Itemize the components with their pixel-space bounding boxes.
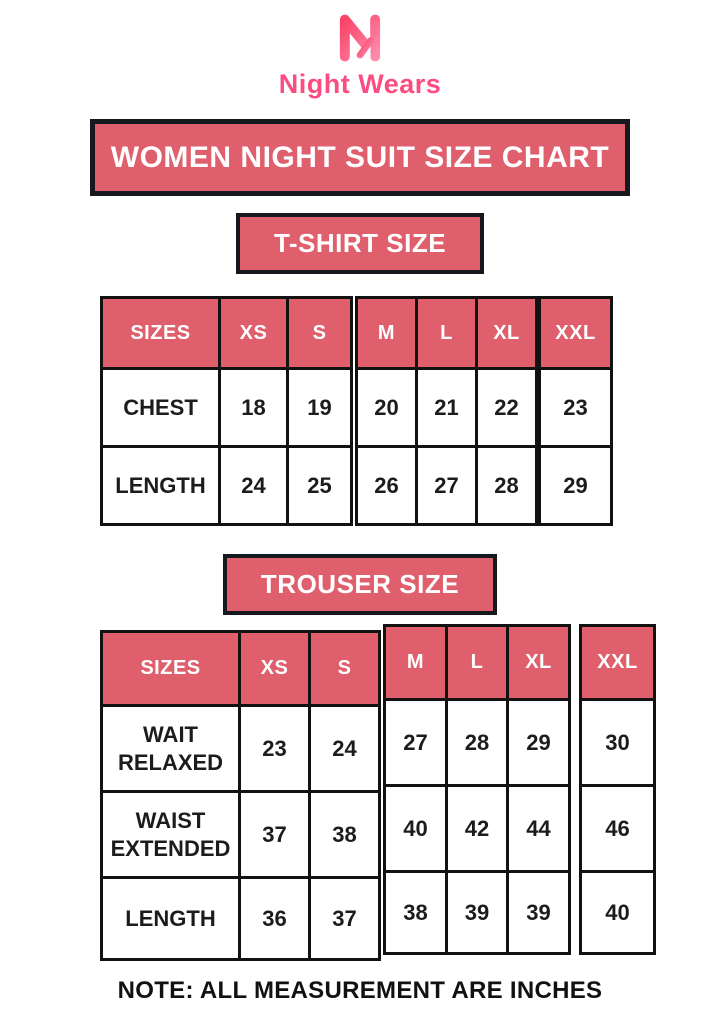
value-cell: 29 xyxy=(508,700,570,786)
header-cell-xs: XS xyxy=(220,298,288,369)
value-cell: 38 xyxy=(310,792,380,878)
n-monogram-icon xyxy=(324,9,396,67)
value-cell: 39 xyxy=(447,872,508,954)
value-cell: 22 xyxy=(477,369,537,447)
value-cell: 46 xyxy=(581,786,655,872)
value-cell: 29 xyxy=(540,447,612,525)
brand-logo xyxy=(0,0,720,100)
brand-name: Night Wears xyxy=(278,69,442,99)
header-cell-s: S xyxy=(288,298,352,369)
tshirt-table-middle xyxy=(355,296,538,526)
value-cell: 21 xyxy=(417,369,477,447)
tshirt-size-table xyxy=(100,296,720,526)
value-cell: 23 xyxy=(240,706,310,792)
header-cell-l: L xyxy=(417,298,477,369)
value-cell: 18 xyxy=(220,369,288,447)
header-cell-xs: XS xyxy=(240,632,310,706)
main-title: WOMEN NIGHT SUIT SIZE CHART xyxy=(110,140,610,174)
value-cell: 39 xyxy=(508,872,570,954)
tshirt-section-banner xyxy=(236,213,484,274)
header-cell-xxl: XXL xyxy=(581,626,655,700)
value-cell: 23 xyxy=(540,369,612,447)
header-cell-m: M xyxy=(385,626,447,700)
tshirt-section-title: T-SHIRT SIZE xyxy=(273,228,447,258)
header-cell-sizes: SIZES xyxy=(102,298,220,369)
header-cell-xxl: XXL xyxy=(540,298,612,369)
value-cell: 40 xyxy=(581,872,655,954)
value-cell: 44 xyxy=(508,786,570,872)
value-cell: 27 xyxy=(385,700,447,786)
header-cell-sizes: SIZES xyxy=(102,632,240,706)
value-cell: 38 xyxy=(385,872,447,954)
value-cell: 42 xyxy=(447,786,508,872)
trouser-section-title: TROUSER SIZE xyxy=(260,569,460,599)
tshirt-table-left xyxy=(100,296,353,526)
value-cell: 28 xyxy=(447,700,508,786)
main-title-banner xyxy=(90,119,630,196)
value-cell: 37 xyxy=(310,878,380,960)
header-cell-m: M xyxy=(357,298,417,369)
header-cell-s: S xyxy=(310,632,380,706)
header-cell-l: L xyxy=(447,626,508,700)
header-cell-xl: XL xyxy=(508,626,570,700)
value-cell: 28 xyxy=(477,447,537,525)
value-cell: 37 xyxy=(240,792,310,878)
value-cell: 26 xyxy=(357,447,417,525)
value-cell: 19 xyxy=(288,369,352,447)
measurement-note: NOTE: ALL MEASUREMENT ARE INCHES xyxy=(117,977,603,1004)
header-cell-xl: XL xyxy=(477,298,537,369)
row-label-length: LENGTH xyxy=(102,878,240,960)
value-cell: 24 xyxy=(220,447,288,525)
value-cell: 40 xyxy=(385,786,447,872)
value-cell: 24 xyxy=(310,706,380,792)
trouser-table-middle xyxy=(383,624,571,955)
row-label-waist-extended: WAIST EXTENDED xyxy=(102,792,240,878)
value-cell: 36 xyxy=(240,878,310,960)
trouser-size-table xyxy=(100,630,720,961)
trouser-section-banner xyxy=(223,554,497,615)
value-cell: 27 xyxy=(417,447,477,525)
value-cell: 25 xyxy=(288,447,352,525)
row-label-chest: CHEST xyxy=(102,369,220,447)
trouser-table-left xyxy=(100,630,381,961)
value-cell: 30 xyxy=(581,700,655,786)
row-label-length: LENGTH xyxy=(102,447,220,525)
row-label-wait-relaxed: WAIT RELAXED xyxy=(102,706,240,792)
trouser-table-xxl xyxy=(579,624,656,955)
tshirt-table-xxl xyxy=(538,296,613,526)
value-cell: 20 xyxy=(357,369,417,447)
